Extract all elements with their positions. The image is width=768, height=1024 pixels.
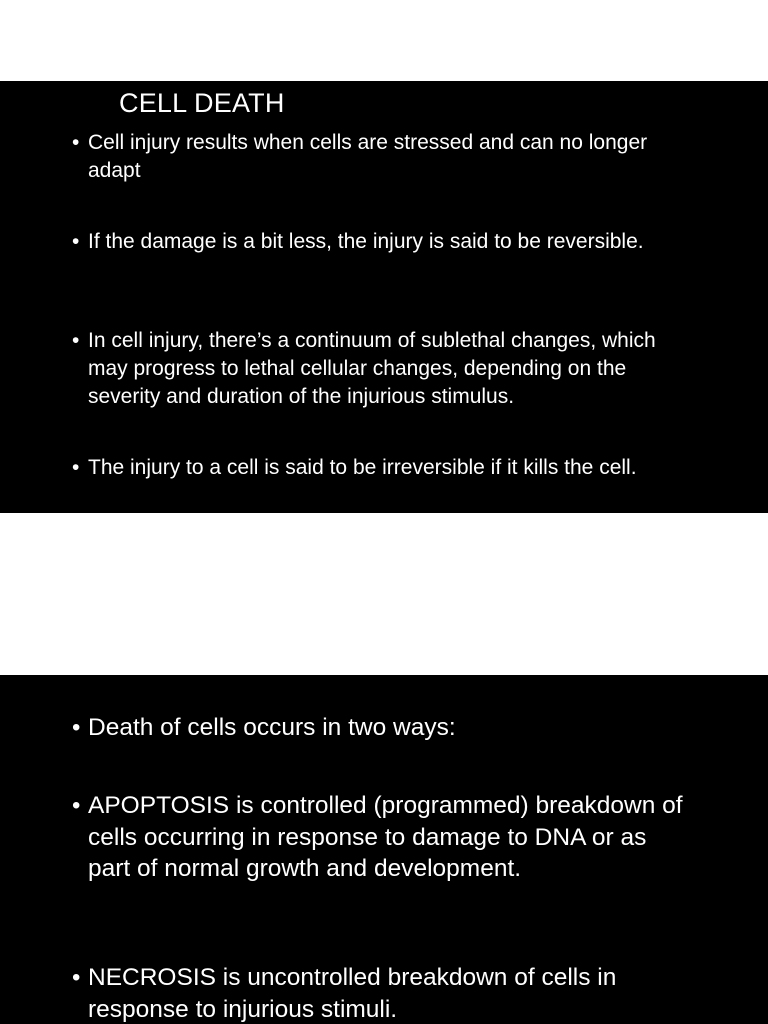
bullet-item: • Death of cells occurs in two ways: bbox=[72, 712, 688, 744]
bullet-item: • NECROSIS is uncontrolled breakdown of cells in response to injurious stimuli. bbox=[72, 962, 688, 1024]
bullet-item: • In cell injury, there’s a continuum of sublethal changes, which may progress to lethal cellular changes, depending on the severity and duration of the injurious stimulus. bbox=[72, 327, 698, 411]
slide-title: CELL DEATH bbox=[119, 88, 285, 118]
bullet-item: • If the damage is a bit less, the injury is said to be reversible. bbox=[72, 228, 698, 256]
bullet-item: • APOPTOSIS is controlled (programmed) breakdown of cells occurring in response to damage to DNA or as part of normal growth and development. bbox=[72, 790, 688, 885]
slide-death-types bbox=[0, 675, 768, 1024]
bullet-item: • The injury to a cell is said to be irreversible if it kills the cell. bbox=[72, 454, 698, 482]
slide-cell-death bbox=[0, 81, 768, 513]
bullet-item: • Cell injury results when cells are stressed and can no longer adapt bbox=[72, 129, 698, 185]
